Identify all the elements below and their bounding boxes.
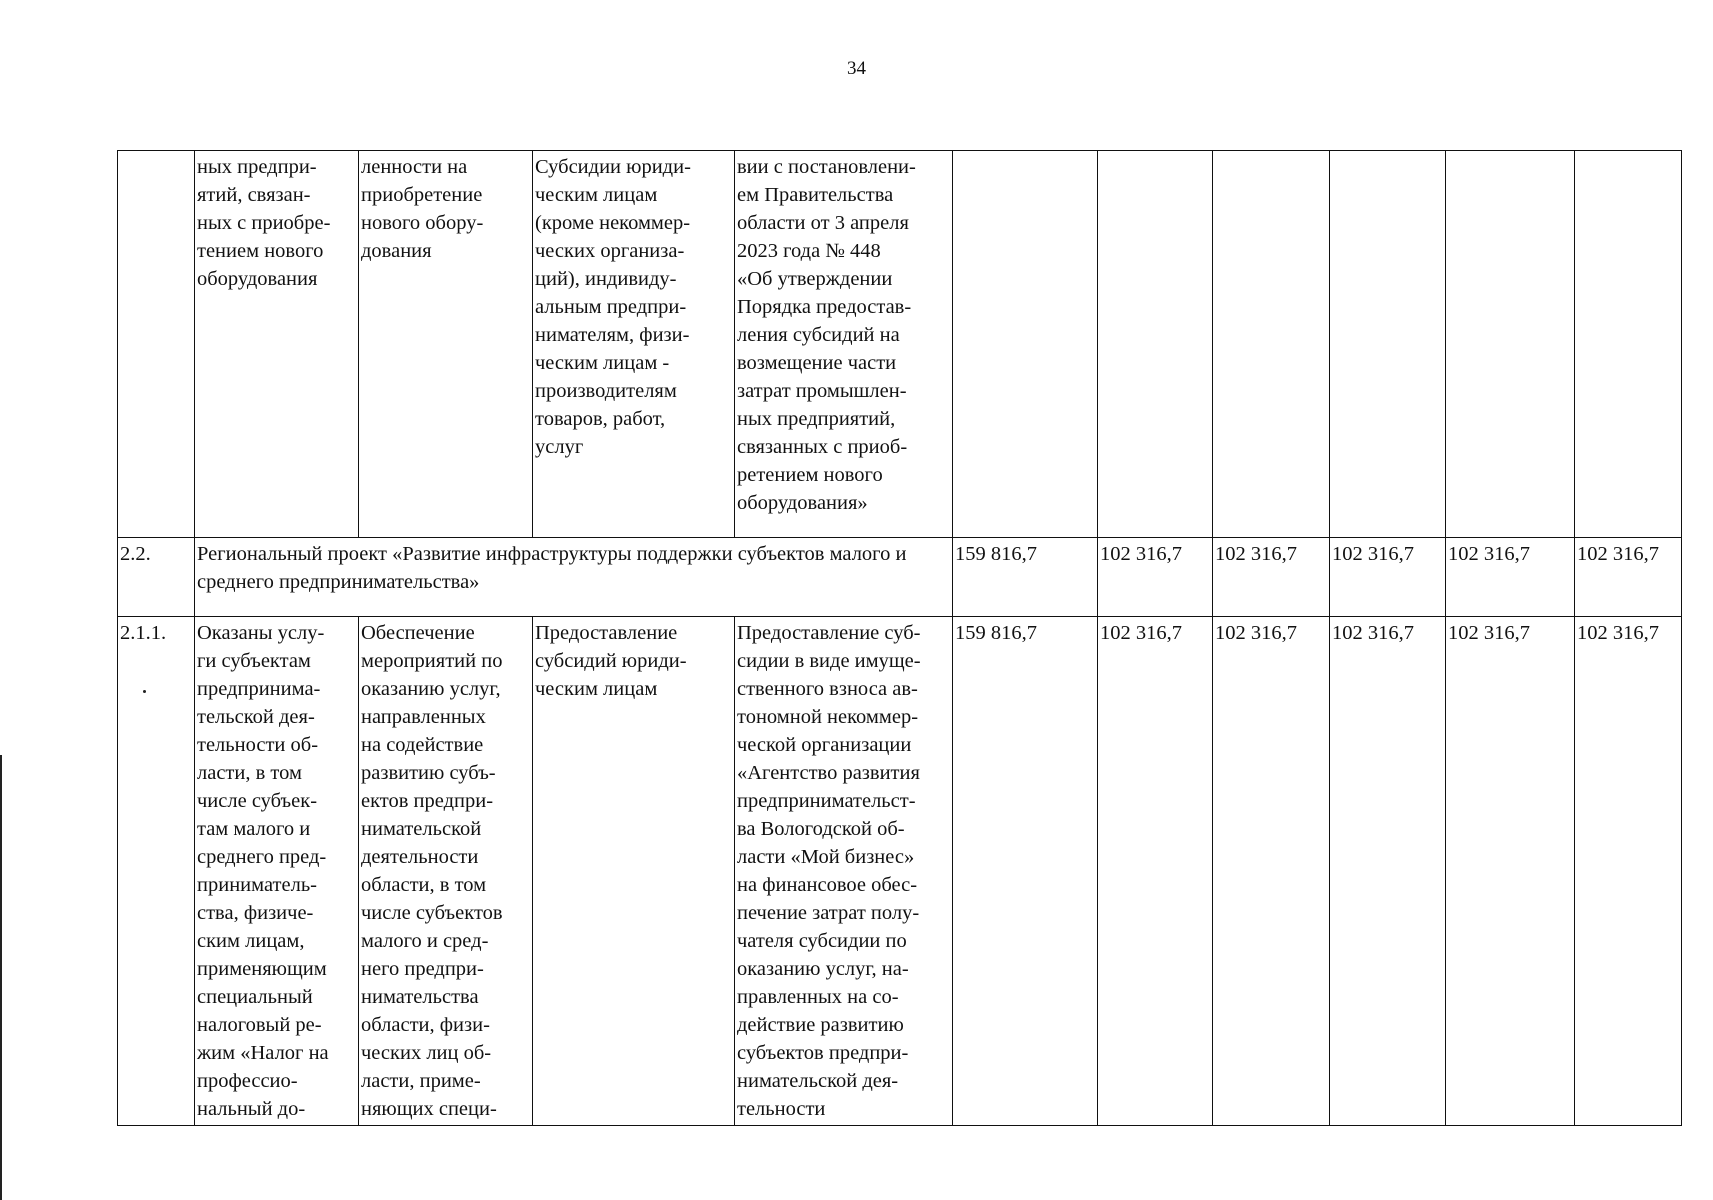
cell-value [1098, 151, 1213, 538]
cell-value: 102 316,7 [1446, 538, 1575, 617]
cell-event: ленности на приобретение нового обору- дования [359, 151, 533, 538]
cell-number [118, 151, 195, 538]
cell-value [1575, 151, 1682, 538]
cell-support-type: Субсидии юриди- ческим лицам (кроме некоммер- ческих организа- ций), индивиду- альным предпри- нимателям, физи- ческим лицам - производителям товаров, работ, услуг [533, 151, 735, 538]
cell-value: 102 316,7 [1330, 617, 1446, 1126]
cell-value: 102 316,7 [1330, 538, 1446, 617]
cell-result: Оказаны услу- ги субъектам предпринима- тельской дея- тельности об- ласти, в том числе субъек- там малого и среднего пред- приниматель- ства, физиче- ским лицам, применяющим специальный налоговый ре- жим «Налог на профессио- нальный до- [195, 617, 359, 1126]
cell-project-title: Региональный проект «Развитие инфраструктуры поддержки субъектов малого и среднего предпринимательства» [195, 538, 953, 617]
cell-value: 159 816,7 [953, 538, 1098, 617]
cell-value [1213, 151, 1330, 538]
cell-value [953, 151, 1098, 538]
cell-value: 102 316,7 [1213, 617, 1330, 1126]
cell-value: 102 316,7 [1575, 538, 1682, 617]
cell-value: 102 316,7 [1575, 617, 1682, 1126]
cell-value: 102 316,7 [1098, 538, 1213, 617]
cell-value: 102 316,7 [1446, 617, 1575, 1126]
cell-value: 159 816,7 [953, 617, 1098, 1126]
cell-value [1330, 151, 1446, 538]
page-number: 34 [847, 58, 866, 79]
table-row-event [118, 617, 1682, 1126]
cell-number: 2.2. [118, 538, 195, 617]
cell-support-type: Предоставление субсидий юриди- ческим лицам [533, 617, 735, 1126]
table-row-project [118, 538, 1682, 617]
scan-dot-mark [143, 690, 146, 693]
scan-edge-line [0, 755, 2, 1200]
table-row-continuation [118, 151, 1682, 538]
cell-value [1446, 151, 1575, 538]
cell-value: 102 316,7 [1213, 538, 1330, 617]
program-table [117, 150, 1682, 1126]
cell-value: 102 316,7 [1098, 617, 1213, 1126]
cell-legal-basis: вии с постановлени- ем Правительства области от 3 апреля 2023 года № 448 «Об утверждении Порядка предостав- ления субсидий на возмещение части затрат промышлен- ных предприятий, связанных с приоб- ретением нового оборудования» [735, 151, 953, 538]
cell-number: 2.1.1. [118, 617, 195, 1126]
cell-event: Обеспечение мероприятий по оказанию услуг, направленных на содействие развитию субъ- ектов предпри- нимательской деятельности области, в том числе субъектов малого и сред- него предпри- нимательства области, физи- ческих лиц об- ласти, приме- няющих специ- [359, 617, 533, 1126]
cell-result: ных предпри- ятий, связан- ных с приобре- тением нового оборудования [195, 151, 359, 538]
cell-legal-basis: Предоставление суб- сидии в виде имуще- ственного взноса ав- тономной некоммер- ческой организации «Агентство развития предпринимательст- ва Вологодской об- ласти «Мой бизнес» на финансовое обес- печение затрат полу- чателя субсидии по оказанию услуг, на- правленных на со- действие развитию субъектов предпри- нимательской дея- тельности [735, 617, 953, 1126]
